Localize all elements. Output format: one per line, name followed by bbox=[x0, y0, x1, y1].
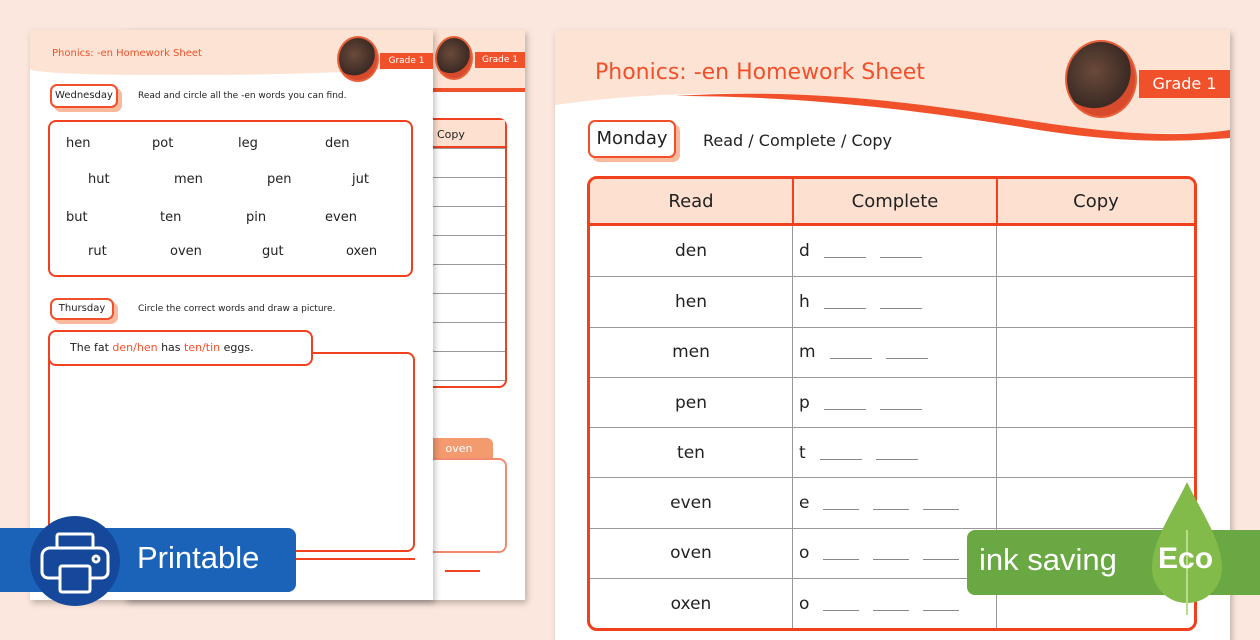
start-letter: h bbox=[799, 291, 810, 312]
picture-box bbox=[425, 458, 507, 553]
separator: / bbox=[202, 341, 206, 354]
word-option[interactable]: tin bbox=[205, 341, 221, 354]
table-row bbox=[590, 327, 1194, 377]
day-label-wednesday: Wednesday bbox=[50, 84, 118, 108]
blank-line[interactable] bbox=[823, 559, 859, 560]
copy-cell[interactable] bbox=[996, 427, 1194, 477]
instruction: Read / Complete / Copy bbox=[703, 131, 893, 150]
word-item[interactable]: pin bbox=[246, 210, 267, 225]
read-word: den bbox=[674, 241, 708, 262]
blank-line[interactable] bbox=[824, 409, 866, 410]
oven-tab: oven bbox=[425, 438, 493, 460]
word-item[interactable]: gut bbox=[262, 244, 284, 259]
blank-line[interactable] bbox=[923, 559, 959, 560]
blank-line[interactable] bbox=[873, 509, 909, 510]
start-letter: o bbox=[799, 543, 810, 564]
read-word: oxen bbox=[590, 578, 792, 628]
word-item[interactable]: but bbox=[66, 210, 88, 225]
blank-line[interactable] bbox=[824, 257, 866, 258]
table-row bbox=[590, 477, 1194, 527]
blank-line[interactable] bbox=[824, 308, 866, 309]
complete-cell[interactable] bbox=[792, 528, 996, 578]
start-letter: e bbox=[799, 493, 810, 514]
printable-label: Printable bbox=[137, 540, 260, 575]
read-word: men bbox=[590, 327, 792, 377]
column-header-copy: Copy bbox=[996, 179, 1194, 226]
complete-cell[interactable] bbox=[792, 477, 996, 527]
table-row bbox=[590, 377, 1194, 427]
start-letter: p bbox=[799, 392, 810, 413]
grade-badge: Grade 1 bbox=[475, 52, 525, 68]
grade-badge: Grade 1 bbox=[380, 53, 433, 69]
blank-line[interactable] bbox=[876, 459, 918, 460]
word-item[interactable]: hen bbox=[66, 136, 91, 151]
copy-cell[interactable] bbox=[996, 276, 1194, 326]
word-item[interactable]: pot bbox=[152, 136, 174, 151]
word-item[interactable]: hut bbox=[88, 172, 110, 187]
start-letter: d bbox=[799, 241, 810, 262]
sentence-text: The fat bbox=[70, 341, 109, 354]
word-item[interactable]: oxen bbox=[346, 244, 378, 259]
blank-line[interactable] bbox=[823, 610, 859, 611]
blank-line[interactable] bbox=[880, 308, 922, 309]
complete-cell[interactable] bbox=[792, 327, 996, 377]
blank-line[interactable] bbox=[823, 509, 859, 510]
column-header-complete: Complete bbox=[792, 179, 996, 226]
blank-line[interactable] bbox=[820, 459, 862, 460]
start-letter: o bbox=[799, 593, 810, 614]
word-item[interactable]: ten bbox=[160, 210, 182, 225]
copy-cell[interactable] bbox=[996, 327, 1194, 377]
blank-line[interactable] bbox=[923, 509, 959, 510]
read-word: hen bbox=[590, 276, 792, 326]
start-letter: m bbox=[799, 342, 816, 363]
start-letter: t bbox=[799, 442, 806, 463]
children-illustration bbox=[337, 36, 379, 82]
instruction: Circle the correct words and draw a picture. bbox=[138, 304, 336, 314]
sentence-text: has bbox=[161, 341, 181, 354]
complete-cell[interactable] bbox=[792, 578, 996, 628]
word-item[interactable]: oven bbox=[170, 244, 202, 259]
instruction: Read and circle all the -en words you can find. bbox=[138, 91, 347, 101]
table-row bbox=[590, 226, 1194, 276]
separator: / bbox=[133, 341, 137, 354]
complete-cell[interactable] bbox=[792, 427, 996, 477]
blank-line[interactable] bbox=[880, 257, 922, 258]
front-sheet bbox=[30, 30, 433, 600]
ink-saving-label: ink saving bbox=[979, 542, 1117, 577]
column-header-read: Read bbox=[590, 179, 792, 226]
blank-line[interactable] bbox=[873, 559, 909, 560]
copy-cell[interactable] bbox=[996, 377, 1194, 427]
word-item[interactable]: den bbox=[325, 136, 350, 151]
word-item[interactable]: leg bbox=[238, 136, 258, 151]
day-label-monday: Monday bbox=[588, 120, 676, 158]
complete-cell[interactable] bbox=[792, 276, 996, 326]
table-row bbox=[590, 427, 1194, 477]
complete-cell[interactable] bbox=[792, 377, 996, 427]
children-illustration bbox=[1065, 40, 1137, 118]
grade-badge: Grade 1 bbox=[1139, 70, 1230, 98]
blank-line[interactable] bbox=[873, 610, 909, 611]
copy-cell[interactable] bbox=[996, 226, 1194, 276]
word-option[interactable]: ten bbox=[184, 341, 203, 354]
read-word: oven bbox=[590, 528, 792, 578]
blank-line[interactable] bbox=[886, 358, 928, 359]
eco-label: Eco bbox=[1158, 542, 1214, 575]
word-item[interactable]: even bbox=[325, 210, 357, 225]
word-option[interactable]: den bbox=[112, 341, 134, 354]
sheet-title: Phonics: -en Homework Sheet bbox=[52, 48, 202, 59]
complete-cell[interactable] bbox=[792, 226, 996, 276]
read-word: ten bbox=[590, 427, 792, 477]
sheet-title: Phonics: -en Homework Sheet bbox=[595, 60, 925, 85]
sentence-text: eggs. bbox=[223, 341, 254, 354]
table-row bbox=[590, 276, 1194, 326]
column-header: Copy bbox=[327, 120, 505, 148]
children-illustration bbox=[435, 36, 473, 80]
day-label-thursday: Thursday bbox=[50, 298, 114, 320]
read-word: even bbox=[590, 477, 792, 527]
read-word: pen bbox=[590, 377, 792, 427]
word-item[interactable]: pen bbox=[267, 172, 292, 187]
word-option[interactable]: hen bbox=[136, 341, 158, 354]
blank-line[interactable] bbox=[923, 610, 959, 611]
word-item[interactable]: rut bbox=[88, 244, 107, 259]
blank-line[interactable] bbox=[830, 358, 872, 359]
blank-line[interactable] bbox=[880, 409, 922, 410]
word-search-box bbox=[48, 120, 413, 277]
sentence-box bbox=[48, 330, 313, 366]
word-item[interactable]: men bbox=[174, 172, 203, 187]
printer-icon bbox=[30, 516, 120, 606]
word-item[interactable]: jut bbox=[352, 172, 369, 187]
